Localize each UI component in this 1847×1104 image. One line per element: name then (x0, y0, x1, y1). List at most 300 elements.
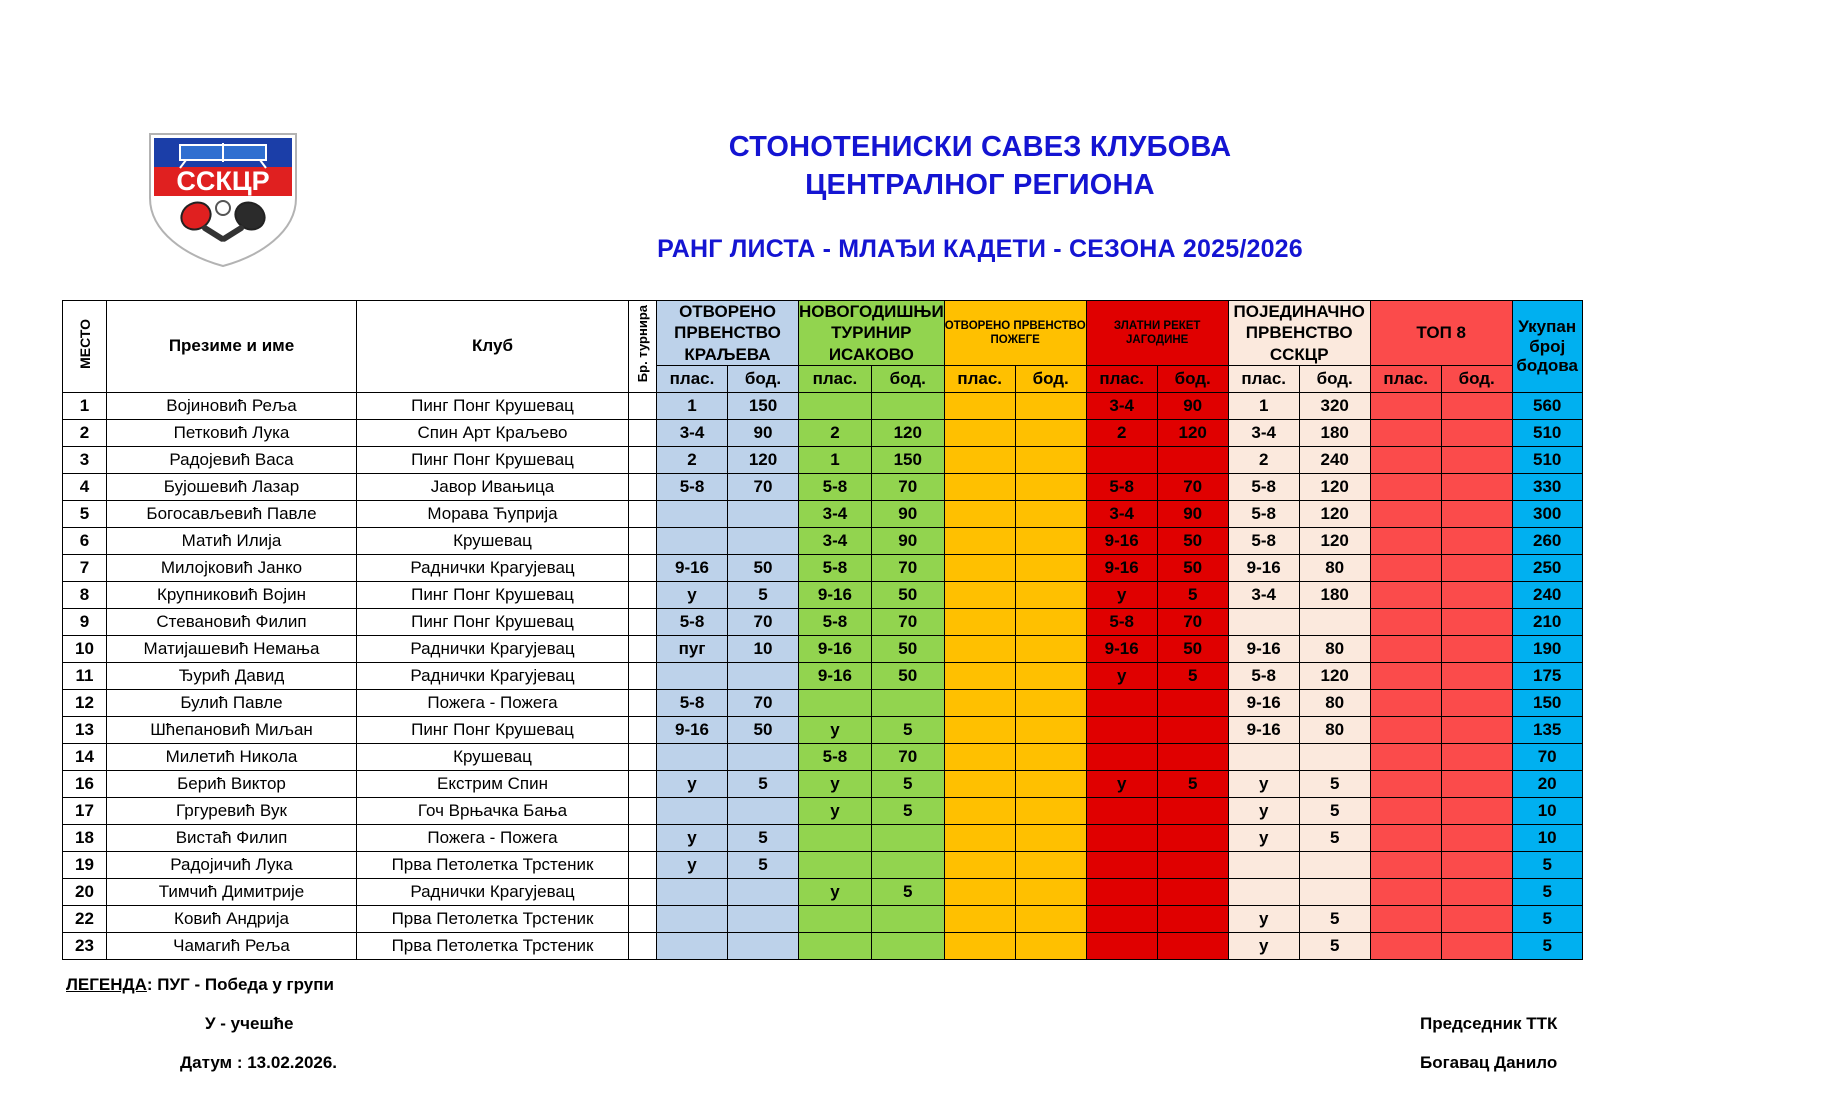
cell-name: Тимчић Димитрије (107, 878, 357, 905)
cell-name: Богосављевић Павле (107, 500, 357, 527)
cell-top8-points (1441, 797, 1512, 824)
cell-kraljevo-rank: у (657, 770, 728, 797)
cell-place: 5 (63, 500, 107, 527)
cell-name: Ђурић Давид (107, 662, 357, 689)
cell-jagodina-rank (1086, 797, 1157, 824)
cell-total-points: 240 (1512, 581, 1582, 608)
cell-pozega-rank (944, 878, 1015, 905)
cell-sskcr-points: 80 (1299, 716, 1370, 743)
cell-jagodina-rank: у (1086, 662, 1157, 689)
cell-sskcr-rank: 9-16 (1228, 635, 1299, 662)
cell-top8-points (1441, 500, 1512, 527)
table-row (63, 689, 1583, 716)
cell-kraljevo-points (728, 905, 799, 932)
cell-pozega-rank (944, 446, 1015, 473)
cell-isakovo-points (871, 932, 944, 959)
cell-sskcr-points: 120 (1299, 527, 1370, 554)
cell-jagodina-rank (1086, 905, 1157, 932)
cell-kraljevo-points: 5 (728, 851, 799, 878)
cell-jagodina-points (1157, 689, 1228, 716)
cell-total-points: 510 (1512, 446, 1582, 473)
cell-tournaments-count (629, 581, 657, 608)
cell-name: Радојичић Лука (107, 851, 357, 878)
table-row (63, 770, 1583, 797)
subheader-kraljevo-rank: плас. (657, 365, 728, 392)
cell-sskcr-points: 240 (1299, 446, 1370, 473)
cell-jagodina-points (1157, 851, 1228, 878)
cell-total-points: 135 (1512, 716, 1582, 743)
cell-kraljevo-points: 5 (728, 824, 799, 851)
cell-top8-rank (1370, 878, 1441, 905)
cell-top8-rank (1370, 662, 1441, 689)
cell-top8-rank (1370, 554, 1441, 581)
cell-sskcr-points: 80 (1299, 689, 1370, 716)
table-row (63, 635, 1583, 662)
cell-sskcr-points: 180 (1299, 581, 1370, 608)
cell-top8-rank (1370, 635, 1441, 662)
cell-top8-points (1441, 419, 1512, 446)
cell-pozega-rank (944, 662, 1015, 689)
cell-isakovo-rank (799, 689, 872, 716)
cell-jagodina-points: 90 (1157, 392, 1228, 419)
cell-jagodina-points: 70 (1157, 608, 1228, 635)
header-tournament-kraljevo: ОТВОРЕНО ПРВЕНСТВО КРАЉЕВА (657, 301, 799, 366)
cell-place: 13 (63, 716, 107, 743)
org-title-line2: ЦЕНТРАЛНОГ РЕГИОНА (805, 169, 1155, 202)
cell-isakovo-points: 70 (871, 473, 944, 500)
cell-club: Пинг Понг Крушевац (357, 608, 629, 635)
cell-isakovo-points: 50 (871, 662, 944, 689)
cell-club: Пинг Понг Крушевац (357, 392, 629, 419)
cell-name: Булић Павле (107, 689, 357, 716)
cell-top8-points (1441, 527, 1512, 554)
cell-total-points: 560 (1512, 392, 1582, 419)
cell-pozega-rank (944, 851, 1015, 878)
table-row (63, 851, 1583, 878)
cell-pozega-rank (944, 932, 1015, 959)
cell-jagodina-rank (1086, 689, 1157, 716)
cell-sskcr-points (1299, 878, 1370, 905)
cell-isakovo-points: 90 (871, 500, 944, 527)
cell-top8-points (1441, 770, 1512, 797)
cell-pozega-rank (944, 743, 1015, 770)
cell-isakovo-points: 70 (871, 608, 944, 635)
cell-isakovo-rank: 5-8 (799, 608, 872, 635)
cell-tournaments-count (629, 662, 657, 689)
cell-pozega-points (1015, 446, 1086, 473)
cell-sskcr-rank: 5-8 (1228, 662, 1299, 689)
cell-jagodina-points (1157, 932, 1228, 959)
cell-tournaments-count (629, 905, 657, 932)
cell-tournaments-count (629, 689, 657, 716)
cell-tournaments-count (629, 500, 657, 527)
cell-pozega-points (1015, 878, 1086, 905)
cell-club: Раднички Крагујевац (357, 635, 629, 662)
cell-name: Матијашевић Немања (107, 635, 357, 662)
cell-place: 17 (63, 797, 107, 824)
header-tournament-pozega: ОТВОРЕНО ПРВЕНСТВО ПОЖЕГЕ (944, 301, 1086, 366)
sskcr-logo (128, 112, 318, 272)
cell-isakovo-points (871, 689, 944, 716)
cell-sskcr-rank: 5-8 (1228, 473, 1299, 500)
cell-place: 9 (63, 608, 107, 635)
cell-sskcr-points: 120 (1299, 500, 1370, 527)
cell-top8-rank (1370, 824, 1441, 851)
cell-pozega-rank (944, 419, 1015, 446)
cell-sskcr-points: 80 (1299, 635, 1370, 662)
cell-top8-points (1441, 608, 1512, 635)
cell-sskcr-rank: 2 (1228, 446, 1299, 473)
cell-jagodina-rank: 5-8 (1086, 608, 1157, 635)
cell-place: 18 (63, 824, 107, 851)
cell-isakovo-rank: 5-8 (799, 473, 872, 500)
cell-place: 10 (63, 635, 107, 662)
cell-pozega-rank (944, 635, 1015, 662)
cell-isakovo-rank (799, 392, 872, 419)
cell-jagodina-rank: 2 (1086, 419, 1157, 446)
cell-name: Војиновић Реља (107, 392, 357, 419)
cell-kraljevo-rank: 5-8 (657, 608, 728, 635)
subheader-jagodina-rank: плас. (1086, 365, 1157, 392)
cell-pozega-rank (944, 608, 1015, 635)
cell-jagodina-rank (1086, 878, 1157, 905)
cell-top8-points (1441, 446, 1512, 473)
cell-jagodina-rank (1086, 716, 1157, 743)
subheader-top8-points: бод. (1441, 365, 1512, 392)
cell-tournaments-count (629, 554, 657, 581)
cell-kraljevo-rank: 1 (657, 392, 728, 419)
cell-club: Крушевац (357, 527, 629, 554)
cell-total-points: 175 (1512, 662, 1582, 689)
cell-club: Прва Петолетка Трстеник (357, 905, 629, 932)
cell-total-points: 70 (1512, 743, 1582, 770)
ranking-subtitle: РАНГ ЛИСТА - МЛАЂИ КАДЕТИ - СЕЗОНА 2025/2026 (657, 234, 1303, 263)
cell-isakovo-points: 70 (871, 554, 944, 581)
cell-total-points: 5 (1512, 851, 1582, 878)
table-row (63, 392, 1583, 419)
cell-pozega-points (1015, 527, 1086, 554)
cell-kraljevo-points (728, 500, 799, 527)
cell-sskcr-points: 120 (1299, 662, 1370, 689)
cell-sskcr-points (1299, 743, 1370, 770)
cell-top8-rank (1370, 527, 1441, 554)
cell-club: Морава Ћуприја (357, 500, 629, 527)
table-row (63, 446, 1583, 473)
cell-top8-points (1441, 473, 1512, 500)
cell-isakovo-points: 5 (871, 716, 944, 743)
cell-isakovo-points: 5 (871, 878, 944, 905)
cell-kraljevo-points: 90 (728, 419, 799, 446)
cell-kraljevo-points (728, 797, 799, 824)
cell-isakovo-rank: 9-16 (799, 662, 872, 689)
cell-isakovo-points: 50 (871, 581, 944, 608)
cell-kraljevo-points: 70 (728, 473, 799, 500)
cell-sskcr-points: 5 (1299, 824, 1370, 851)
cell-jagodina-points: 90 (1157, 500, 1228, 527)
cell-total-points: 10 (1512, 824, 1582, 851)
cell-kraljevo-rank (657, 500, 728, 527)
cell-sskcr-points (1299, 851, 1370, 878)
cell-isakovo-rank: 2 (799, 419, 872, 446)
cell-name: Бујошевић Лазар (107, 473, 357, 500)
cell-jagodina-points: 70 (1157, 473, 1228, 500)
cell-jagodina-rank (1086, 932, 1157, 959)
cell-club: Пожега - Пожега (357, 824, 629, 851)
cell-total-points: 5 (1512, 905, 1582, 932)
cell-sskcr-rank (1228, 743, 1299, 770)
cell-isakovo-points (871, 824, 944, 851)
cell-sskcr-rank: 9-16 (1228, 554, 1299, 581)
cell-kraljevo-rank (657, 743, 728, 770)
cell-top8-rank (1370, 743, 1441, 770)
cell-kraljevo-points (728, 878, 799, 905)
cell-jagodina-points: 5 (1157, 662, 1228, 689)
cell-top8-points (1441, 824, 1512, 851)
cell-name: Матић Илија (107, 527, 357, 554)
cell-pozega-points (1015, 473, 1086, 500)
cell-place: 11 (63, 662, 107, 689)
cell-total-points: 300 (1512, 500, 1582, 527)
cell-pozega-rank (944, 716, 1015, 743)
cell-top8-points (1441, 878, 1512, 905)
cell-sskcr-rank: у (1228, 770, 1299, 797)
cell-kraljevo-points (728, 743, 799, 770)
cell-sskcr-points: 320 (1299, 392, 1370, 419)
cell-jagodina-points: 120 (1157, 419, 1228, 446)
cell-club: Раднички Крагујевац (357, 662, 629, 689)
table-body (63, 392, 1583, 959)
cell-kraljevo-points: 120 (728, 446, 799, 473)
cell-name: Гргуревић Вук (107, 797, 357, 824)
cell-name: Ковић Андрија (107, 905, 357, 932)
subheader-top8-rank: плас. (1370, 365, 1441, 392)
cell-jagodina-rank: 5-8 (1086, 473, 1157, 500)
svg-text:ССКЦР: ССКЦР (176, 166, 270, 196)
signature-name: Богавац Данило (1420, 1053, 1558, 1072)
cell-place: 14 (63, 743, 107, 770)
cell-top8-rank (1370, 851, 1441, 878)
cell-top8-rank (1370, 932, 1441, 959)
cell-jagodina-rank (1086, 824, 1157, 851)
cell-jagodina-rank: 3-4 (1086, 500, 1157, 527)
cell-kraljevo-points (728, 662, 799, 689)
cell-isakovo-rank: 3-4 (799, 527, 872, 554)
cell-total-points: 510 (1512, 419, 1582, 446)
cell-kraljevo-points: 70 (728, 689, 799, 716)
cell-sskcr-rank: у (1228, 824, 1299, 851)
cell-pozega-rank (944, 554, 1015, 581)
page-title (430, 128, 1530, 264)
cell-total-points: 20 (1512, 770, 1582, 797)
cell-isakovo-points (871, 392, 944, 419)
date-line: Датум : 13.02.2026. (180, 1053, 338, 1072)
cell-kraljevo-rank (657, 878, 728, 905)
cell-jagodina-points: 5 (1157, 770, 1228, 797)
cell-jagodina-points (1157, 878, 1228, 905)
cell-sskcr-rank (1228, 851, 1299, 878)
subheader-kraljevo-points: бод. (728, 365, 799, 392)
cell-top8-rank (1370, 905, 1441, 932)
cell-jagodina-rank (1086, 851, 1157, 878)
cell-total-points: 150 (1512, 689, 1582, 716)
cell-top8-rank (1370, 797, 1441, 824)
cell-pozega-rank (944, 689, 1015, 716)
cell-name: Вистаћ Филип (107, 824, 357, 851)
cell-total-points: 190 (1512, 635, 1582, 662)
cell-pozega-points (1015, 905, 1086, 932)
cell-isakovo-rank: 3-4 (799, 500, 872, 527)
cell-top8-points (1441, 581, 1512, 608)
cell-pozega-rank (944, 473, 1015, 500)
cell-name: Милетић Никола (107, 743, 357, 770)
cell-total-points: 210 (1512, 608, 1582, 635)
cell-top8-points (1441, 743, 1512, 770)
cell-kraljevo-points: 150 (728, 392, 799, 419)
cell-place: 8 (63, 581, 107, 608)
cell-club: Крушевац (357, 743, 629, 770)
cell-total-points: 330 (1512, 473, 1582, 500)
cell-pozega-points (1015, 689, 1086, 716)
cell-kraljevo-rank: 5-8 (657, 473, 728, 500)
cell-place: 23 (63, 932, 107, 959)
cell-kraljevo-rank (657, 797, 728, 824)
cell-isakovo-points: 5 (871, 770, 944, 797)
cell-isakovo-rank: у (799, 770, 872, 797)
cell-isakovo-rank: у (799, 716, 872, 743)
cell-pozega-rank (944, 392, 1015, 419)
table-row (63, 527, 1583, 554)
cell-name: Крупниковић Војин (107, 581, 357, 608)
table-row (63, 905, 1583, 932)
cell-pozega-rank (944, 581, 1015, 608)
org-title-line1: СТОНОТЕНИСКИ САВЕЗ КЛУБОВА (728, 131, 1232, 163)
cell-sskcr-rank: 9-16 (1228, 689, 1299, 716)
cell-kraljevo-points (728, 527, 799, 554)
legend-label: ЛЕГЕНДА (66, 975, 147, 994)
cell-jagodina-points: 50 (1157, 527, 1228, 554)
cell-total-points: 5 (1512, 878, 1582, 905)
cell-place: 6 (63, 527, 107, 554)
table-row (63, 878, 1583, 905)
cell-pozega-points (1015, 581, 1086, 608)
cell-pozega-points (1015, 797, 1086, 824)
header-tournaments-count: Бр. турнира (629, 301, 657, 393)
table-header-row-top (63, 301, 1583, 366)
cell-pozega-points (1015, 824, 1086, 851)
cell-top8-rank (1370, 419, 1441, 446)
cell-jagodina-rank: 9-16 (1086, 554, 1157, 581)
cell-isakovo-rank (799, 932, 872, 959)
header-total-points: Укупан број бодова (1512, 301, 1582, 393)
cell-jagodina-points: 50 (1157, 635, 1228, 662)
cell-place: 20 (63, 878, 107, 905)
legend-text-1: : ПУГ - Победа у групи (146, 975, 334, 994)
cell-sskcr-rank: у (1228, 905, 1299, 932)
legend-line-1 (66, 975, 334, 995)
cell-sskcr-rank: 1 (1228, 392, 1299, 419)
cell-kraljevo-points (728, 932, 799, 959)
cell-kraljevo-rank: 9-16 (657, 716, 728, 743)
subheader-isakovo-rank: плас. (799, 365, 872, 392)
cell-top8-rank (1370, 581, 1441, 608)
cell-kraljevo-rank: 2 (657, 446, 728, 473)
table-row (63, 473, 1583, 500)
cell-isakovo-rank: у (799, 878, 872, 905)
table-row (63, 716, 1583, 743)
signature-title: Председник ТТК (1420, 1014, 1558, 1033)
cell-jagodina-rank (1086, 446, 1157, 473)
cell-tournaments-count (629, 878, 657, 905)
subheader-pozega-rank: плас. (944, 365, 1015, 392)
cell-kraljevo-rank (657, 527, 728, 554)
cell-sskcr-points: 5 (1299, 770, 1370, 797)
table-row (63, 662, 1583, 689)
cell-jagodina-rank: 9-16 (1086, 635, 1157, 662)
cell-pozega-points (1015, 392, 1086, 419)
cell-top8-rank (1370, 473, 1441, 500)
cell-place: 22 (63, 905, 107, 932)
legend-line-2: У - учешће (205, 1014, 294, 1033)
cell-kraljevo-points: 70 (728, 608, 799, 635)
cell-tournaments-count (629, 932, 657, 959)
cell-club: Спин Арт Краљево (357, 419, 629, 446)
cell-isakovo-points: 90 (871, 527, 944, 554)
cell-place: 7 (63, 554, 107, 581)
cell-sskcr-rank: 5-8 (1228, 500, 1299, 527)
subheader-sskcr-rank: плас. (1228, 365, 1299, 392)
cell-sskcr-points: 5 (1299, 905, 1370, 932)
cell-sskcr-rank (1228, 878, 1299, 905)
cell-kraljevo-points: 10 (728, 635, 799, 662)
cell-name: Милојковић Јанко (107, 554, 357, 581)
cell-jagodina-rank: у (1086, 581, 1157, 608)
subheader-sskcr-points: бод. (1299, 365, 1370, 392)
table-row (63, 608, 1583, 635)
cell-kraljevo-rank (657, 905, 728, 932)
cell-pozega-points (1015, 851, 1086, 878)
cell-club: Јавор Ивањица (357, 473, 629, 500)
cell-pozega-points (1015, 716, 1086, 743)
cell-top8-points (1441, 392, 1512, 419)
cell-pozega-rank (944, 905, 1015, 932)
cell-jagodina-points (1157, 446, 1228, 473)
cell-place: 12 (63, 689, 107, 716)
cell-club: Раднички Крагујевац (357, 878, 629, 905)
cell-pozega-rank (944, 770, 1015, 797)
header-tournament-isakovo: НОВОГОДИШЊИ ТУРИНИР ИСАКОВО (799, 302, 944, 364)
table-row (63, 419, 1583, 446)
cell-jagodina-points: 5 (1157, 581, 1228, 608)
cell-jagodina-points: 50 (1157, 554, 1228, 581)
cell-sskcr-points: 5 (1299, 797, 1370, 824)
cell-isakovo-rank: 1 (799, 446, 872, 473)
ranking-table (62, 300, 1583, 960)
cell-pozega-rank (944, 797, 1015, 824)
cell-name: Шћепановић Миљан (107, 716, 357, 743)
cell-pozega-points (1015, 554, 1086, 581)
cell-jagodina-points (1157, 905, 1228, 932)
cell-kraljevo-points: 5 (728, 581, 799, 608)
cell-isakovo-points (871, 905, 944, 932)
cell-top8-rank (1370, 770, 1441, 797)
cell-jagodina-points (1157, 797, 1228, 824)
cell-place: 19 (63, 851, 107, 878)
cell-pozega-rank (944, 824, 1015, 851)
cell-name: Стевановић Филип (107, 608, 357, 635)
cell-total-points: 250 (1512, 554, 1582, 581)
cell-pozega-points (1015, 770, 1086, 797)
cell-jagodina-rank (1086, 743, 1157, 770)
